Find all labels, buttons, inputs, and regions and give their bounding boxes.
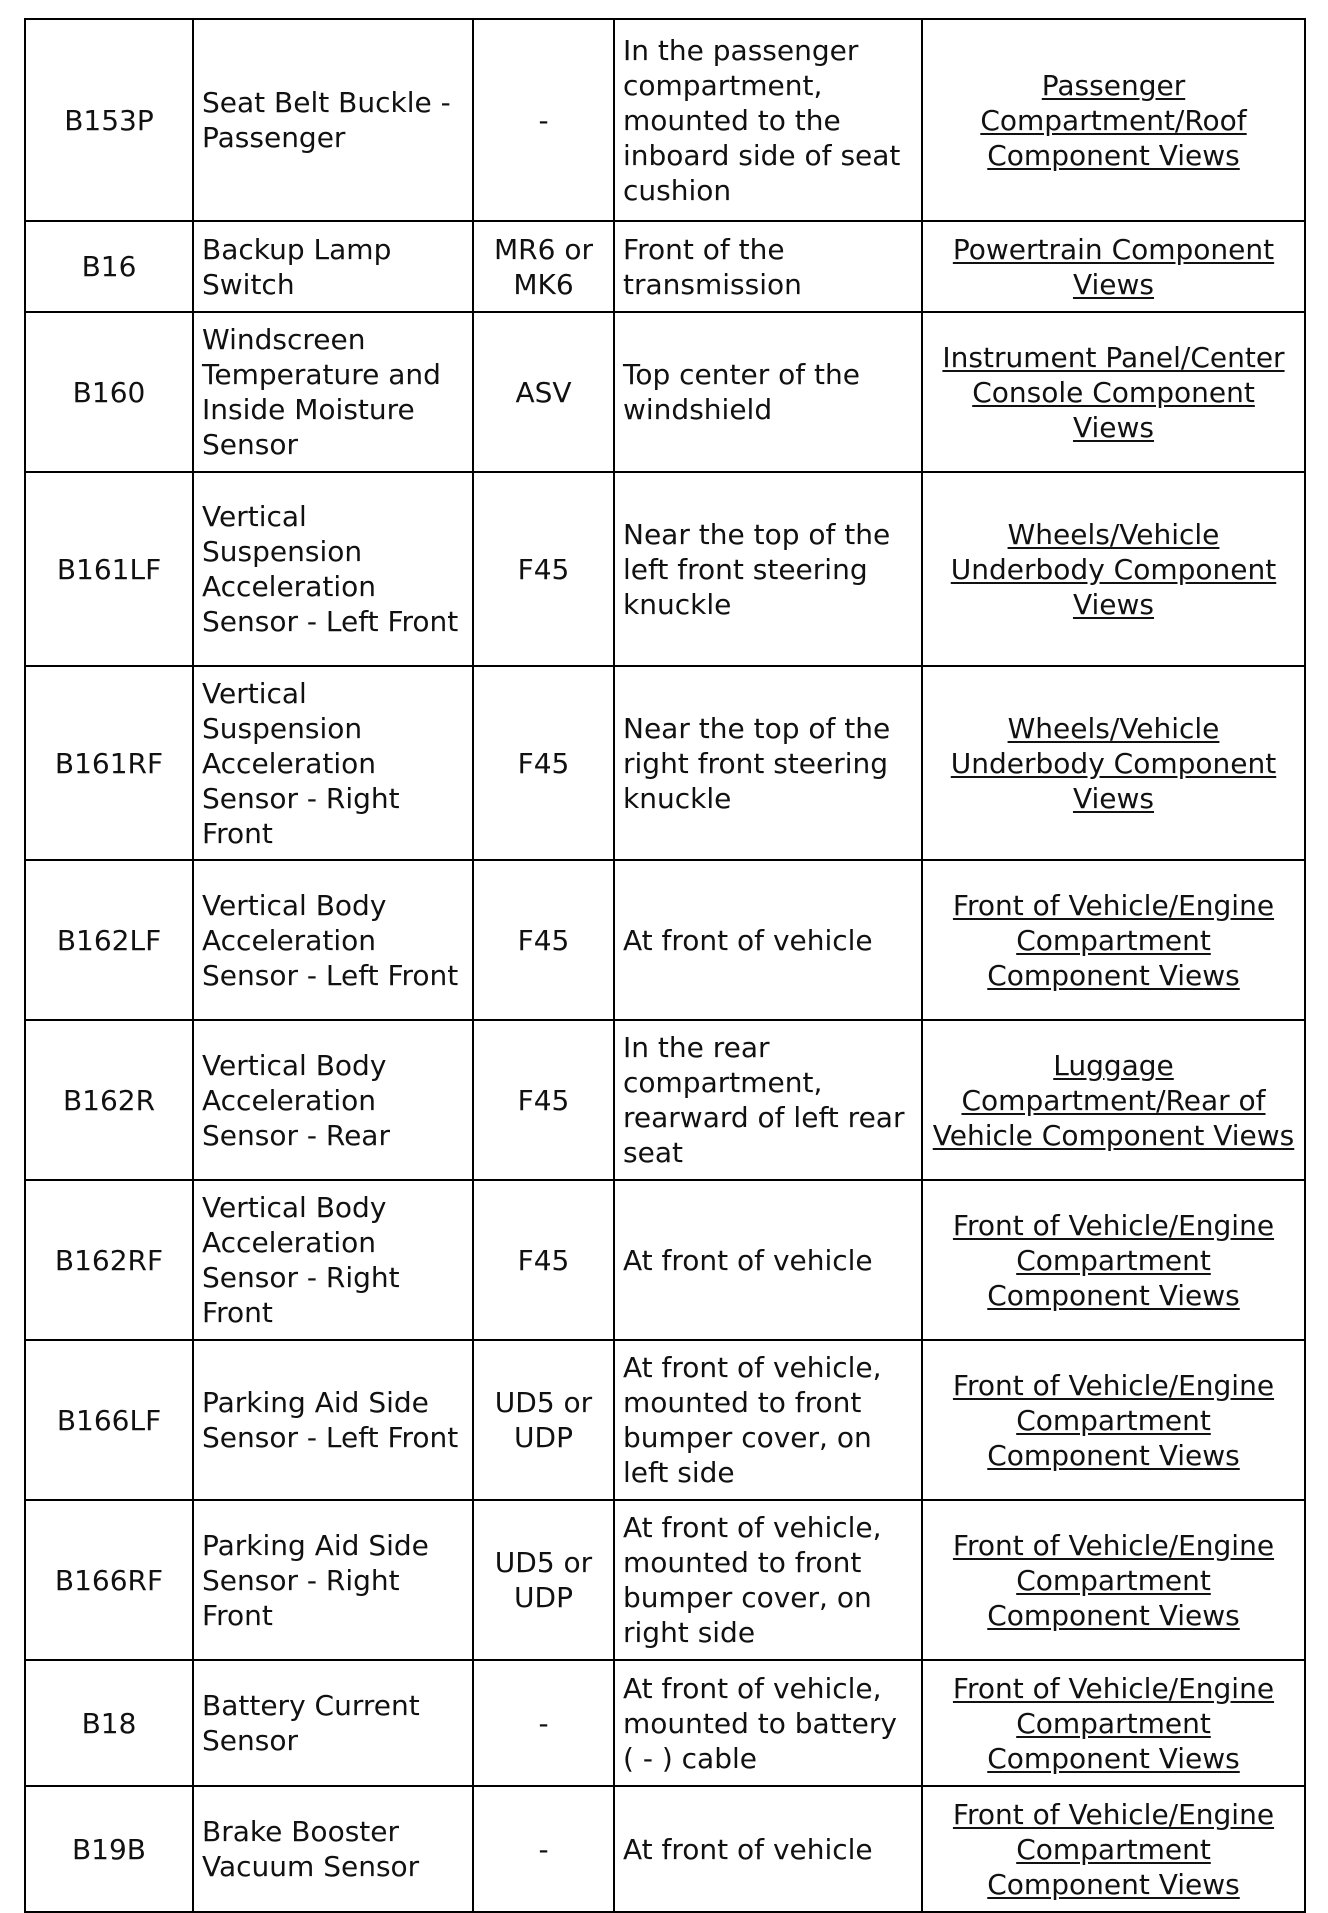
component-id-cell: B162RF bbox=[25, 1180, 193, 1340]
option-code-cell: UD5 or UDP bbox=[473, 1500, 614, 1660]
component-view-cell bbox=[922, 1020, 1305, 1180]
component-view-link[interactable]: Instrument Panel/Center Console Component Views bbox=[942, 340, 1285, 444]
component-locator-sheet bbox=[24, 18, 1304, 1913]
option-code-cell: - bbox=[473, 1660, 614, 1786]
component-view-link[interactable]: Front of Vehicle/Engine Compartment Component Views bbox=[952, 1208, 1275, 1312]
component-view-link[interactable]: Front of Vehicle/Engine Compartment Component Views bbox=[952, 1368, 1275, 1472]
component-view-cell bbox=[922, 1660, 1305, 1786]
component-view-cell bbox=[922, 1180, 1305, 1340]
component-name-cell: Parking Aid Side Sensor - Right Front bbox=[193, 1500, 473, 1660]
location-cell: Near the top of the left front steering knuckle bbox=[614, 472, 922, 666]
component-view-link[interactable]: Wheels/Vehicle Underbody Component Views bbox=[950, 711, 1277, 815]
table-row bbox=[25, 1786, 1305, 1912]
component-view-link[interactable]: Front of Vehicle/Engine Compartment Component Views bbox=[952, 1528, 1275, 1632]
component-id-cell: B166LF bbox=[25, 1340, 193, 1500]
table-row bbox=[25, 1660, 1305, 1786]
table-row bbox=[25, 19, 1305, 221]
option-code-cell: - bbox=[473, 1786, 614, 1912]
option-code-cell: MR6 or MK6 bbox=[473, 221, 614, 312]
component-name-cell: Seat Belt Buckle - Passenger bbox=[193, 19, 473, 221]
component-name-cell: Brake Booster Vacuum Sensor bbox=[193, 1786, 473, 1912]
component-id-cell: B16 bbox=[25, 221, 193, 312]
table-row bbox=[25, 860, 1305, 1020]
component-name-cell: Vertical Suspension Acceleration Sensor - Left Front bbox=[193, 472, 473, 666]
table-row bbox=[25, 1020, 1305, 1180]
location-cell: At front of vehicle bbox=[614, 1180, 922, 1340]
table-row bbox=[25, 666, 1305, 860]
component-name-cell: Vertical Suspension Acceleration Sensor - Right Front bbox=[193, 666, 473, 860]
table-row bbox=[25, 1340, 1305, 1500]
component-view-link[interactable]: Front of Vehicle/Engine Compartment Component Views bbox=[952, 1671, 1275, 1775]
component-view-link[interactable]: Front of Vehicle/Engine Compartment Component Views bbox=[952, 1797, 1275, 1901]
option-code-cell: UD5 or UDP bbox=[473, 1340, 614, 1500]
option-code-cell: ASV bbox=[473, 312, 614, 472]
option-code-cell: F45 bbox=[473, 472, 614, 666]
component-id-cell: B162R bbox=[25, 1020, 193, 1180]
location-cell: At front of vehicle, mounted to battery ( - ) cable bbox=[614, 1660, 922, 1786]
table-row bbox=[25, 1500, 1305, 1660]
component-id-cell: B161RF bbox=[25, 666, 193, 860]
location-cell: At front of vehicle bbox=[614, 860, 922, 1020]
location-cell: In the rear compartment, rearward of left rear seat bbox=[614, 1020, 922, 1180]
component-name-cell: Parking Aid Side Sensor - Left Front bbox=[193, 1340, 473, 1500]
component-name-cell: Battery Current Sensor bbox=[193, 1660, 473, 1786]
component-id-cell: B153P bbox=[25, 19, 193, 221]
component-id-cell: B166RF bbox=[25, 1500, 193, 1660]
component-id-cell: B161LF bbox=[25, 472, 193, 666]
location-cell: Front of the transmission bbox=[614, 221, 922, 312]
location-cell: In the passenger compartment, mounted to the inboard side of seat cushion bbox=[614, 19, 922, 221]
location-cell: At front of vehicle, mounted to front bumper cover, on right side bbox=[614, 1500, 922, 1660]
location-cell: Near the top of the right front steering knuckle bbox=[614, 666, 922, 860]
location-cell: At front of vehicle, mounted to front bumper cover, on left side bbox=[614, 1340, 922, 1500]
option-code-cell: - bbox=[473, 19, 614, 221]
component-location-table bbox=[24, 18, 1306, 1913]
location-cell: At front of vehicle bbox=[614, 1786, 922, 1912]
component-id-cell: B18 bbox=[25, 1660, 193, 1786]
option-code-cell: F45 bbox=[473, 860, 614, 1020]
component-name-cell: Backup Lamp Switch bbox=[193, 221, 473, 312]
table-row bbox=[25, 312, 1305, 472]
option-code-cell: F45 bbox=[473, 666, 614, 860]
component-id-cell: B160 bbox=[25, 312, 193, 472]
component-view-link[interactable]: Wheels/Vehicle Underbody Component Views bbox=[950, 517, 1277, 621]
component-view-link[interactable]: Passenger Compartment/Roof Component Views bbox=[980, 68, 1247, 172]
table-row bbox=[25, 1180, 1305, 1340]
location-cell: Top center of the windshield bbox=[614, 312, 922, 472]
component-view-cell bbox=[922, 1500, 1305, 1660]
component-view-link[interactable]: Luggage Compartment/Rear of Vehicle Component Views bbox=[932, 1048, 1295, 1152]
component-name-cell: Vertical Body Acceleration Sensor - Rear bbox=[193, 1020, 473, 1180]
component-view-cell bbox=[922, 860, 1305, 1020]
component-id-cell: B162LF bbox=[25, 860, 193, 1020]
component-view-cell bbox=[922, 1340, 1305, 1500]
component-view-cell bbox=[922, 666, 1305, 860]
table-row bbox=[25, 221, 1305, 312]
component-view-cell bbox=[922, 472, 1305, 666]
component-id-cell: B19B bbox=[25, 1786, 193, 1912]
component-name-cell: Vertical Body Acceleration Sensor - Right Front bbox=[193, 1180, 473, 1340]
component-view-cell bbox=[922, 1786, 1305, 1912]
option-code-cell: F45 bbox=[473, 1180, 614, 1340]
component-view-cell bbox=[922, 312, 1305, 472]
option-code-cell: F45 bbox=[473, 1020, 614, 1180]
component-view-link[interactable]: Front of Vehicle/Engine Compartment Component Views bbox=[952, 888, 1275, 992]
component-view-cell bbox=[922, 19, 1305, 221]
component-table-body bbox=[25, 19, 1305, 1912]
component-name-cell: Windscreen Temperature and Inside Moisture Sensor bbox=[193, 312, 473, 472]
component-name-cell: Vertical Body Acceleration Sensor - Left Front bbox=[193, 860, 473, 1020]
table-row bbox=[25, 472, 1305, 666]
component-view-link[interactable]: Powertrain Component Views bbox=[952, 232, 1275, 301]
component-view-cell bbox=[922, 221, 1305, 312]
